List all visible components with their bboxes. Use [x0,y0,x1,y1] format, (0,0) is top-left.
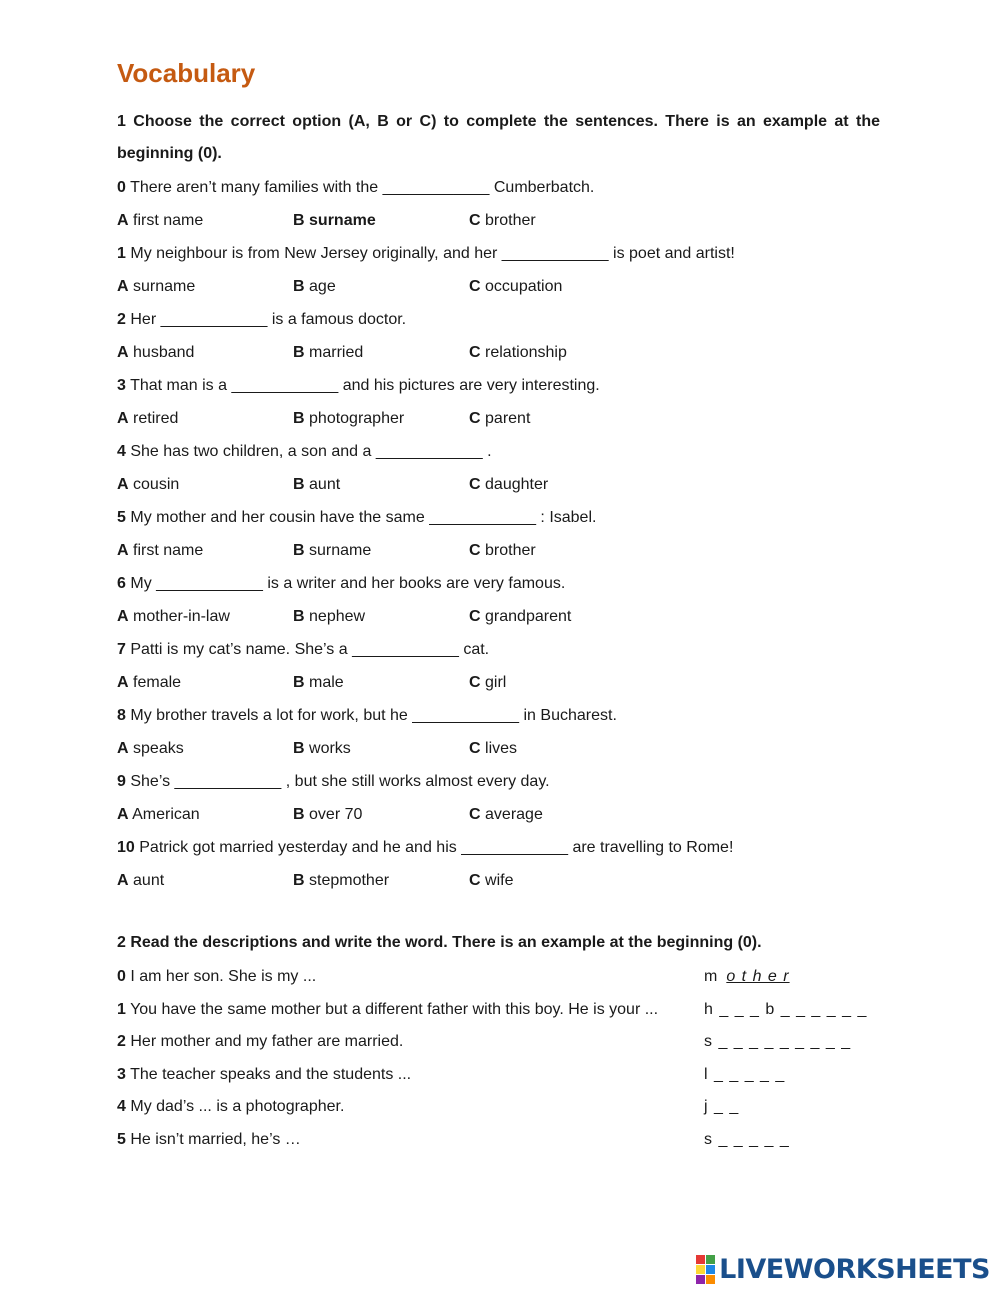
question-text-after: Cumberbatch. [493,179,595,196]
option-letter: B [293,674,305,691]
option-c[interactable] [469,739,517,759]
word-hint: s _ _ _ _ _ _ _ _ _ [704,1033,852,1050]
option-c[interactable] [469,673,506,693]
question-text-after: is a famous doctor. [271,311,407,328]
answer-blank[interactable]: ____________ [231,377,339,394]
question-text-after: cat. [463,641,490,658]
description-line [117,1000,658,1020]
option-text: surname [309,212,376,229]
option-letter: A [117,542,129,559]
option-letter: C [469,872,481,889]
option-letter: C [469,806,481,823]
question-sentence [117,376,600,396]
option-text: works [309,740,351,757]
option-letter: C [469,278,481,295]
logo-square [696,1275,705,1284]
option-text: first name [133,542,204,559]
question-number: 0 [117,179,126,196]
option-letter: B [293,872,305,889]
word-hint: j _ _ [704,1098,740,1115]
question-text-after: in Bucharest. [523,707,617,724]
option-text: male [309,674,344,691]
answer-blank[interactable]: ____________ [156,575,263,592]
word-hint: m [704,968,719,985]
option-text: cousin [133,476,180,493]
option-letter: B [293,344,305,361]
description-line [117,1065,411,1085]
option-letter: B [293,608,305,625]
question-number: 9 [117,773,126,790]
question-number: 10 [117,839,135,856]
option-text: mother-in-law [133,608,230,625]
option-text: surname [309,542,372,559]
description-line [117,1097,344,1117]
question-text-before: She has two children, a son and a [130,443,372,460]
logo-square [696,1255,705,1264]
option-letter: B [293,278,305,295]
option-letter: C [469,674,481,691]
option-text: speaks [133,740,184,757]
word-hint: s _ _ _ _ _ [704,1131,790,1148]
option-letter: B [293,410,305,427]
answer-blank[interactable]: ____________ [382,179,490,196]
question-sentence [117,706,617,726]
logo-square [706,1255,715,1264]
option-text: brother [485,212,536,229]
option-text: wife [485,872,514,889]
word-hint: l _ _ _ _ _ [704,1066,786,1083]
question-number: 2 [117,311,126,328]
word-answer-field[interactable] [704,1097,739,1117]
answer-blank[interactable]: ____________ [375,443,483,460]
option-a[interactable] [117,475,179,495]
option-text: daughter [485,476,549,493]
question-sentence [117,244,735,264]
option-letter: A [117,476,129,493]
option-letter: A [117,872,129,889]
option-c[interactable] [469,607,571,627]
option-text: relationship [485,344,567,361]
option-b[interactable] [293,277,336,297]
option-b[interactable] [293,409,404,429]
option-b[interactable] [293,871,389,891]
answer-blank[interactable]: ____________ [501,245,609,262]
logo-square [706,1275,715,1284]
option-text: occupation [485,278,563,295]
option-b[interactable] [293,343,363,363]
option-c[interactable] [469,343,567,363]
option-b[interactable] [293,607,365,627]
option-letter: A [117,344,129,361]
option-text: husband [133,344,195,361]
question-text-after: . [487,443,492,460]
question-text-before: My neighbour is from New Jersey originally, and her [130,245,498,262]
description-text: My dad’s ... is a photographer. [130,1098,345,1115]
logo-text: LIVEWORKSHEETS [719,1253,990,1285]
question-number: 3 [117,377,126,394]
section2-instruction: 2 Read the descriptions and write the word. There is an example at the beginning (0). [117,934,762,951]
description-text: Her mother and my father are married. [130,1033,404,1050]
question-text-after: and his pictures are very interesting. [342,377,600,394]
question-number: 8 [117,707,126,724]
option-text: age [309,278,336,295]
option-b[interactable] [293,541,371,561]
option-letter: B [293,740,305,757]
option-text: nephew [309,608,366,625]
option-letter: B [293,806,305,823]
question-text-before: There aren’t many families with the [130,179,379,196]
option-text: married [309,344,364,361]
description-number: 2 [117,1033,126,1050]
option-c[interactable] [469,871,513,891]
description-text: You have the same mother but a different father with this boy. He is your ... [130,1001,659,1018]
option-a[interactable] [117,607,230,627]
option-text: American [132,806,200,823]
description-number: 3 [117,1066,126,1083]
option-text: average [485,806,543,823]
option-b[interactable] [293,673,344,693]
word-hint: h _ _ _ b _ _ _ _ _ _ [704,1001,868,1018]
option-letter: A [117,674,129,691]
answer-blank[interactable]: ____________ [461,839,568,856]
option-letter: C [469,344,481,361]
option-text: aunt [309,476,341,493]
liveworksheets-logo [696,1254,990,1284]
question-number: 4 [117,443,126,460]
question-text-after: is poet and artist! [613,245,735,262]
description-text: The teacher speaks and the students ... [130,1066,412,1083]
option-text: aunt [133,872,165,889]
logo-square [696,1265,705,1274]
example-answer: o t h e r [726,968,790,985]
question-sentence [117,442,492,462]
page-title: Vocabulary [117,58,256,88]
word-answer-field[interactable] [704,967,790,987]
question-text-after: are travelling to Rome! [572,839,734,856]
question-number: 5 [117,509,126,526]
option-letter: B [293,542,305,559]
question-sentence [117,772,550,792]
description-number: 1 [117,1001,126,1018]
logo-mark-icon [696,1255,715,1284]
description-line [117,1130,301,1150]
option-a[interactable] [117,211,203,231]
option-letter: A [117,212,129,229]
question-text-before: My mother and her cousin have the same [130,509,425,526]
option-letter: C [469,212,481,229]
option-letter: A [117,278,129,295]
question-sentence [117,178,594,198]
question-sentence [117,310,406,330]
option-letter: C [469,542,481,559]
option-b[interactable] [293,475,340,495]
section1-instruction: 1 Choose the correct option (A, B or C) to complete the sentences. There is an example at the beginning (0). [117,113,880,162]
option-a[interactable] [117,739,184,759]
question-text-before: She’s [130,773,171,790]
question-number: 1 [117,245,126,262]
option-letter: A [117,806,129,823]
option-text: brother [485,542,536,559]
option-letter: A [117,410,129,427]
option-a[interactable] [117,871,164,891]
question-text-after: : Isabel. [540,509,597,526]
option-a[interactable] [117,805,200,825]
option-letter: A [117,740,129,757]
word-answer-field[interactable] [704,1000,867,1020]
option-text: girl [485,674,507,691]
option-c[interactable] [469,805,543,825]
description-number: 5 [117,1131,126,1148]
word-answer-field[interactable] [704,1065,785,1085]
option-a[interactable] [117,277,195,297]
option-text: retired [133,410,179,427]
option-a[interactable] [117,409,178,429]
question-text-before: Patti is my cat’s name. She’s a [130,641,348,658]
option-b[interactable] [293,805,362,825]
option-c[interactable] [469,277,562,297]
option-c[interactable] [469,541,536,561]
answer-blank[interactable]: ____________ [352,641,459,658]
description-number: 0 [117,968,126,985]
description-line [117,1032,403,1052]
answer-blank[interactable]: ____________ [160,311,268,328]
option-letter: B [293,476,305,493]
option-letter: B [293,212,305,229]
option-c[interactable] [469,409,530,429]
option-b[interactable] [293,739,351,759]
question-number: 7 [117,641,126,658]
option-letter: C [469,608,481,625]
question-text-after: is a writer and her books are very famous. [267,575,566,592]
question-text-before: My [130,575,152,592]
answer-blank[interactable]: ____________ [174,773,282,790]
question-text-after: , but she still works almost every day. [285,773,550,790]
option-text: over 70 [309,806,363,823]
option-a[interactable] [117,541,203,561]
option-c[interactable] [469,211,536,231]
option-b[interactable] [293,211,376,231]
word-answer-field[interactable] [704,1032,851,1052]
word-answer-field[interactable] [704,1130,790,1150]
question-sentence [117,838,733,858]
description-line [117,967,316,987]
question-text-before: Patrick got married yesterday and he and his [139,839,457,856]
answer-blank[interactable]: ____________ [429,509,536,526]
option-text: photographer [309,410,405,427]
question-sentence [117,508,596,528]
option-text: stepmother [309,872,390,889]
description-text: He isn’t married, he’s … [130,1131,301,1148]
option-text: surname [133,278,196,295]
option-letter: C [469,410,481,427]
description-text: I am her son. She is my ... [130,968,317,985]
logo-square [706,1265,715,1274]
option-text: grandparent [485,608,572,625]
option-letter: C [469,740,481,757]
question-text-before: That man is a [130,377,227,394]
question-text-before: Her [130,311,157,328]
option-text: first name [133,212,204,229]
option-text: lives [485,740,518,757]
option-letter: C [469,476,481,493]
description-number: 4 [117,1098,126,1115]
option-c[interactable] [469,475,548,495]
option-a[interactable] [117,343,194,363]
option-text: parent [485,410,531,427]
option-text: female [133,674,182,691]
question-sentence [117,574,565,594]
option-letter: A [117,608,129,625]
question-text-before: My brother travels a lot for work, but he [130,707,408,724]
question-number: 6 [117,575,126,592]
option-a[interactable] [117,673,181,693]
answer-blank[interactable]: ____________ [412,707,520,724]
question-sentence [117,640,489,660]
